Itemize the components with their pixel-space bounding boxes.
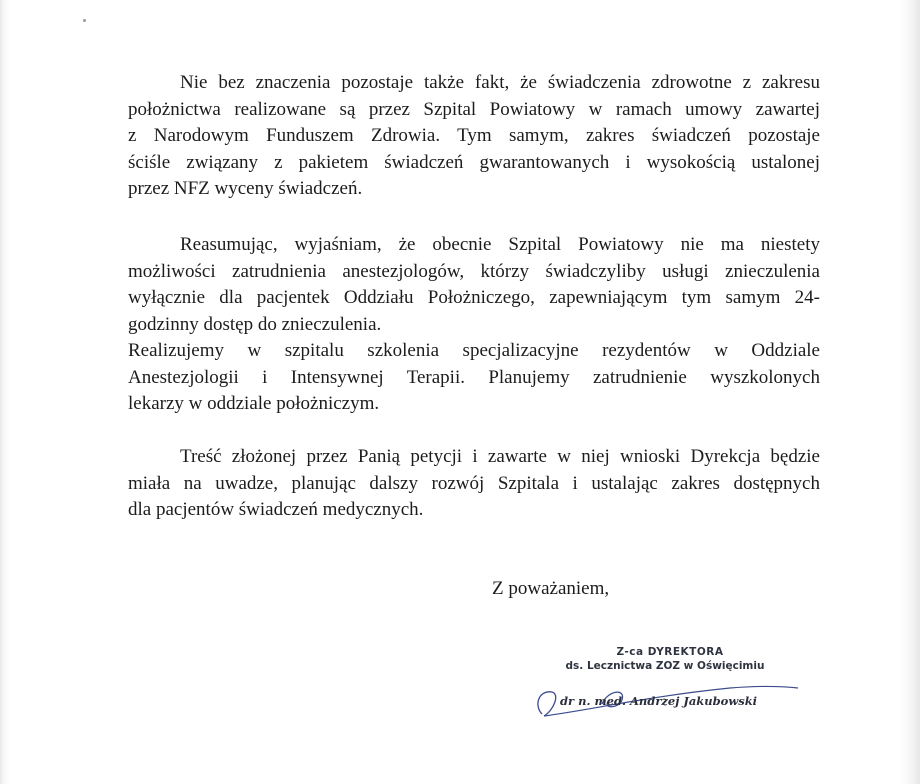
official-stamp <box>545 646 785 672</box>
stamp-name: dr n. med. Andrzej Jakubowski <box>560 694 758 708</box>
stamp-title: Z-ca DYREKTORA <box>616 646 724 658</box>
closing-salutation: Z poważaniem, <box>492 578 610 599</box>
text-line: Treść złożonej przez Panią petycji i zawarte w niej wnioski Dyrekcja będzie <box>180 446 820 467</box>
text-line: Anestezjologii i Intensywnej Terapii. Planujemy zatrudnienie wyszkolonych <box>128 366 820 388</box>
paragraph-summary <box>128 232 820 418</box>
text-line: Reasumując, wyjaśniam, że obecnie Szpital Powiatowy nie ma niestety <box>180 234 820 255</box>
text-line: Realizujemy w szpitalu szkolenia specjalizacyjne rezydentów w Oddziale <box>128 340 820 361</box>
text-line: godzinny dostęp do znieczulenia. <box>128 313 382 335</box>
text-line: położnictwa realizowane są przez Szpital Powiatowy w ramach umowy zawartej <box>128 98 820 120</box>
text-line: dla pacjentów świadczeń medycznych. <box>128 499 424 520</box>
text-line: ściśle związany z pakietem świadczeń gwarantowanych i wysokością ustalonej <box>128 151 820 173</box>
text-line: przez NFZ wyceny świadczeń. <box>128 178 363 199</box>
text-line: możliwości zatrudnienia anestezjologów, którzy świadczyliby usługi znieczulenia <box>128 260 820 282</box>
stamp-subtitle: ds. Lecznictwa ZOZ w Oświęcimiu <box>565 660 765 672</box>
paragraph-petition <box>128 444 820 524</box>
text-line: miała na uwadze, planując dalszy rozwój Szpitala i ustalając zakres dostępnych <box>128 472 820 494</box>
text-line: lekarzy w oddziale położniczym. <box>128 393 380 414</box>
scan-speck <box>83 19 86 22</box>
text-line: Nie bez znaczenia pozostaje także fakt, że świadczenia zdrowotne z zakresu <box>180 72 820 93</box>
paragraph-nfz-contract <box>128 70 820 203</box>
text-line: z Narodowym Funduszem Zdrowia. Tym samym, zakres świadczeń pozostaje <box>128 125 820 146</box>
text-line: wyłącznie dla pacjentek Oddziału Położniczego, zapewniającym tym samym 24- <box>128 287 820 308</box>
